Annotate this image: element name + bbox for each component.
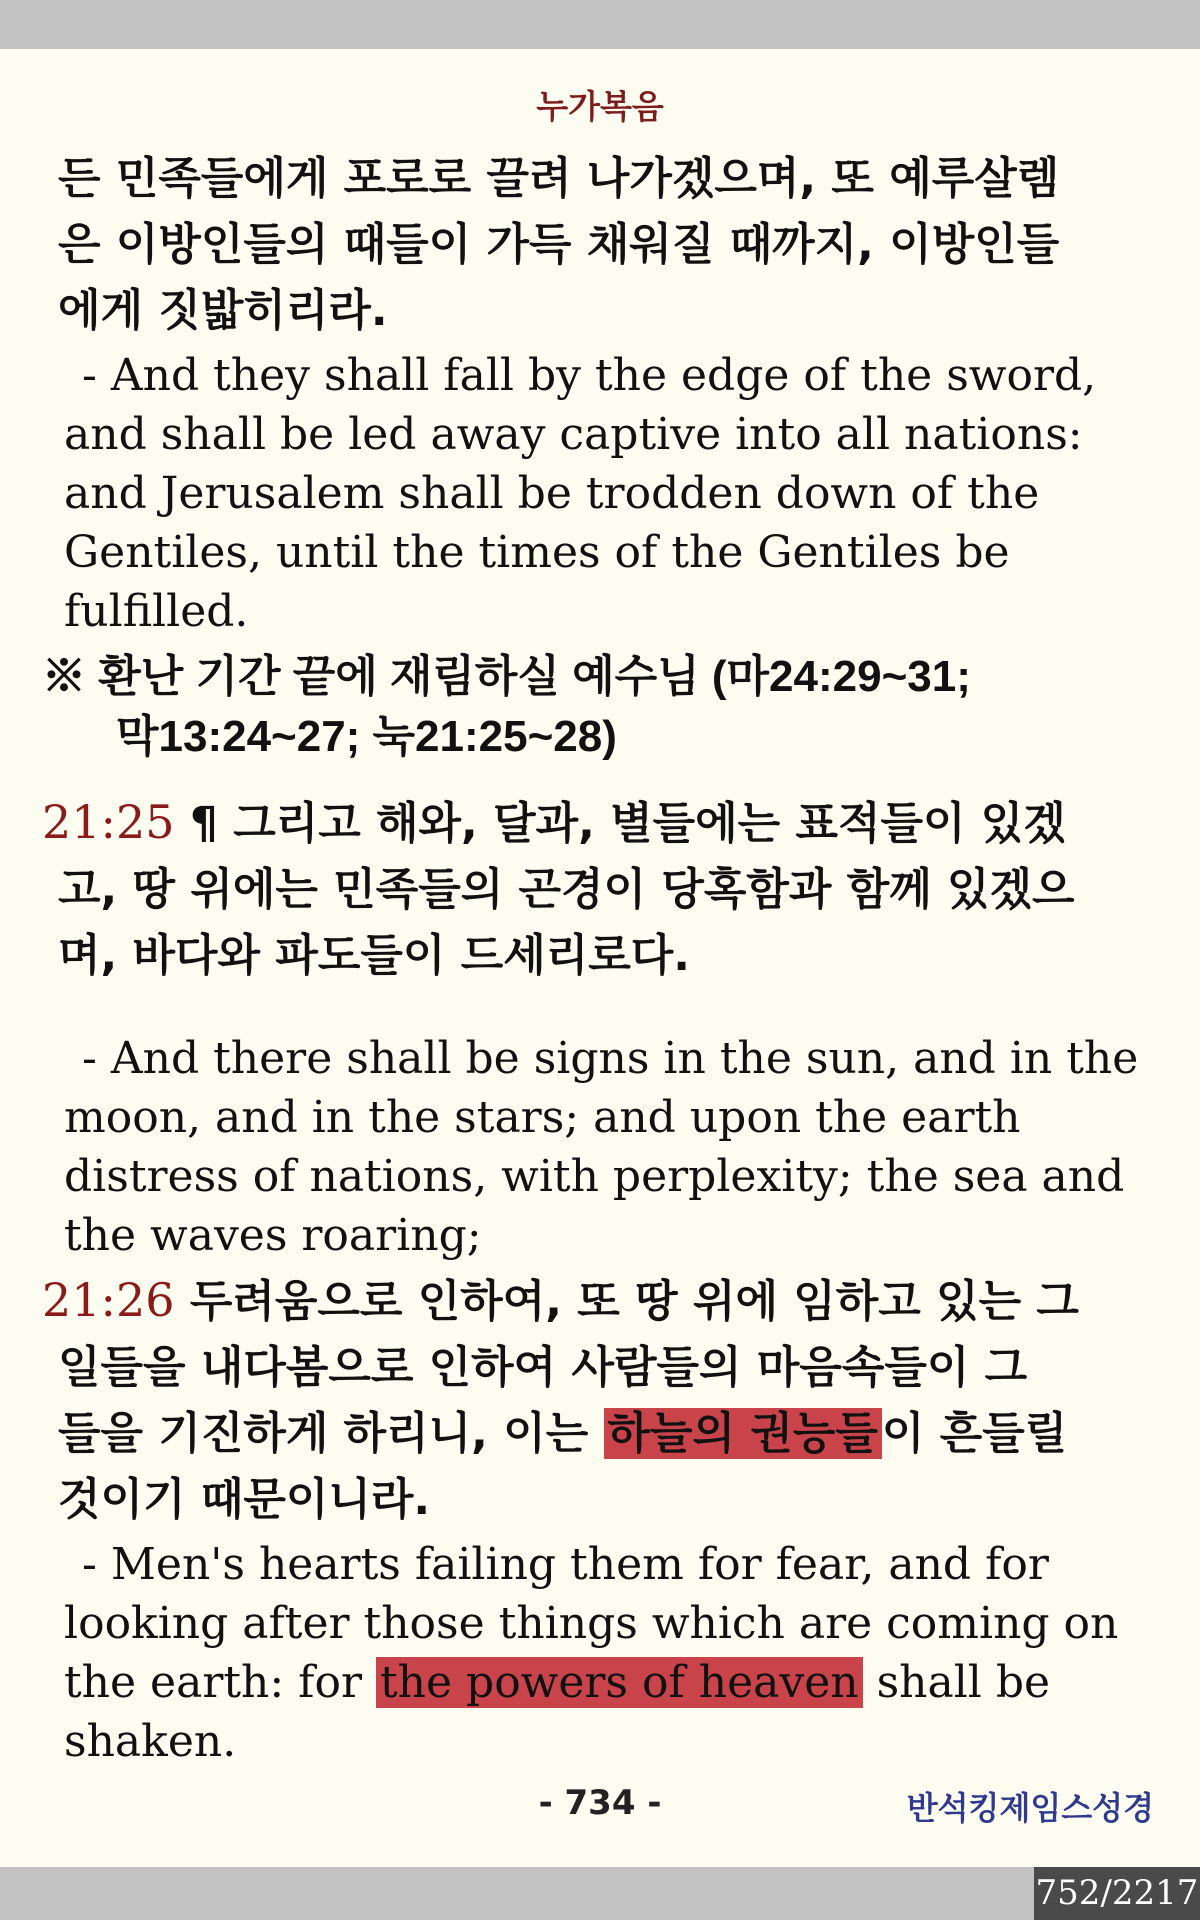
note-line: ※ 환난 기간 끝에 재림하실 예수님 (마24:29~31; [42,652,971,701]
section-note [42,647,1142,767]
english-line: and shall be led away captive into all nations: [64,409,1083,460]
english-line: - And they shall fall by the edge of the sword, [82,350,1097,401]
highlighted-phrase-korean[interactable]: 하늘의 권능들 [604,1408,882,1459]
korean-line: 고, 땅 위에는 민족들의 곤경이 당혹함과 함께 있겠으 [58,864,1075,915]
bottom-bar [0,1867,1200,1920]
korean-line: 것이기 때문이니라. [58,1474,431,1525]
english-line: distress of nations, with perplexity; the sea and [64,1151,1125,1202]
english-line: the waves roaring; [64,1210,482,1261]
english-line: Gentiles, until the times of the Gentiles be [64,527,1010,578]
verse-reference: 21:25 [42,795,175,849]
verse-reference: 21:26 [42,1273,175,1327]
english-line: fulfilled. [64,586,249,637]
english-line: and Jerusalem shall be trodden down of the [64,468,1040,519]
book-title: 누가복음 [536,87,664,126]
verse-26-english [64,1535,1164,1771]
verse-25-english [64,1029,1164,1265]
korean-line: 든 민족들에게 포로로 끌려 나가겠으며, 또 예루살렘 [58,153,1060,204]
top-status-bar [0,0,1200,49]
english-line: shaken. [64,1716,237,1767]
verse-26-korean [42,1267,1142,1533]
verse-25-korean [42,789,1142,989]
verse-24-english [64,346,1164,641]
korean-line: 에게 짓밟히리라. [58,285,388,336]
korean-text: 들을 기진하게 하리니, 이는 [58,1408,604,1459]
english-line: - Men's hearts failing them for fear, and for [82,1539,1049,1590]
note-line: 막13:24~27; 눅21:25~28) [116,712,617,761]
highlighted-phrase-english[interactable]: the powers of heaven [376,1657,863,1708]
bible-page [0,49,1200,1867]
verse-24-korean [58,146,1158,344]
english-line: - And there shall be signs in the sun, and in the [82,1033,1139,1084]
english-line: moon, and in the stars; and upon the earth [64,1092,1021,1143]
english-text: shall be [862,1657,1051,1708]
korean-text: 이 흔들릴 [881,1408,1068,1459]
korean-line: ¶ 그리고 해와, 달과, 별들에는 표적들이 있겠 [189,798,1066,849]
page-number: - 734 - [538,1783,662,1823]
korean-line: 은 이방인들의 때들이 가득 채워질 때까지, 이방인들 [58,219,1060,270]
bible-edition-name: 반석킹제임스성경 [906,1789,1154,1827]
page-counter: 752/2217 [1034,1867,1200,1920]
korean-line: 두려움으로 인하여, 또 땅 위에 임하고 있는 그 [189,1276,1079,1327]
korean-line: 일들을 내다봄으로 인하여 사람들의 마음속들이 그 [58,1342,1028,1393]
english-text: the earth: for [64,1657,376,1708]
english-line: looking after those things which are coming on [64,1598,1119,1649]
korean-line: 며, 바다와 파도들이 드세리로다. [58,930,690,981]
